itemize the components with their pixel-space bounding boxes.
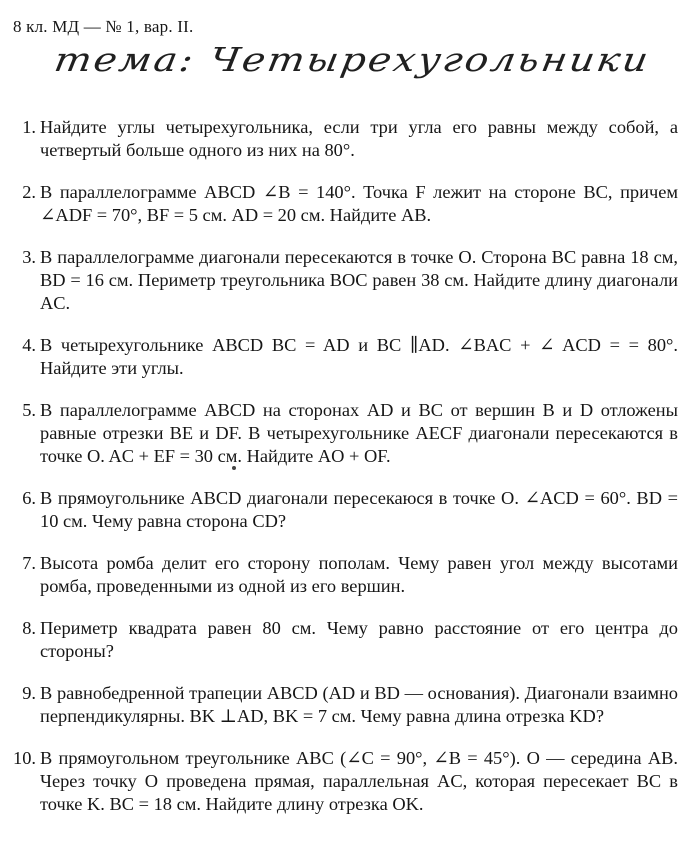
worksheet-header: 8 кл. МД — № 1, вар. II. <box>13 17 194 36</box>
problem-8 <box>0 617 678 663</box>
problem-9 <box>0 682 678 728</box>
problem-number: 2. <box>22 182 36 202</box>
problem-text: Высота ромба делит его сторону пополам. Чему равен угол между высотами ромба, проведенными из одной из его вершин. <box>40 553 678 596</box>
problem-10 <box>0 747 678 816</box>
problem-number: 8. <box>22 618 36 638</box>
problem-3 <box>0 246 678 315</box>
problem-number: 1. <box>22 117 36 137</box>
problem-5 <box>0 399 678 468</box>
problem-1 <box>0 116 678 162</box>
problem-number: 10. <box>13 748 36 768</box>
problem-list <box>0 116 690 835</box>
problem-text: Периметр квадрата равен 80 см. Чему равно расстояние от его центра до стороны? <box>40 618 678 661</box>
problem-7 <box>0 552 678 598</box>
problem-text: В прямоугольнике ABCD диагонали пересекаюся в точке O. ∠ACD = 60°. BD = 10 см. Чему равна сторона CD? <box>40 488 678 531</box>
problem-number: 5. <box>22 400 36 420</box>
handwritten-topic-note: тема: Четырехугольники <box>51 40 654 79</box>
problem-number: 3. <box>22 247 36 267</box>
problem-number: 6. <box>22 488 36 508</box>
problem-6 <box>0 487 678 533</box>
problem-number: 4. <box>22 335 36 355</box>
problem-text: В прямоугольном треугольнике ABC (∠C = 90°, ∠B = 45°). O — середина AB. Через точку O проведена прямая, параллельная AC, которая пересекает BC в точке K. BC = 18 см. Найдите длину отрезка OK. <box>40 748 678 814</box>
problem-text: В параллелограмме ABCD на сторонах AD и BC от вершин B и D отложены равные отрезки BE и DF. В четырехугольнике AECF диагонали пересекаются в точке O. AC + EF = 30 см. Найдите AO + OF. <box>40 400 678 466</box>
problem-text: Найдите углы четырехугольника, если три угла его равны между собой, а четвертый больше одного из них на 80°. <box>40 117 678 160</box>
stray-print-dot <box>232 466 236 470</box>
problem-number: 7. <box>22 553 36 573</box>
problem-text: В четырехугольнике ABCD BC = AD и BC ∥AD. ∠BAC + ∠ ACD = = 80°. Найдите эти углы. <box>40 335 678 378</box>
problem-4 <box>0 334 678 380</box>
problem-number: 9. <box>22 683 36 703</box>
problem-text: В равнобедренной трапеции ABCD (AD и BD — основания). Диагонали взаимно перпендикулярны. BK ⊥AD, BK = 7 см. Чему равна длина отрезка KD? <box>40 683 678 726</box>
problem-text: В параллелограмме диагонали пересекаются в точке O. Сторона BC равна 18 см, BD = 16 см. Периметр треугольника BOC равен 38 см. Найдите длину диагонали AC. <box>40 247 678 313</box>
problem-text: В параллелограмме ABCD ∠B = 140°. Точка F лежит на стороне BC, причем ∠ADF = 70°, BF = 5 см. AD = 20 см. Найдите AB. <box>40 182 678 225</box>
problem-2 <box>0 181 678 227</box>
